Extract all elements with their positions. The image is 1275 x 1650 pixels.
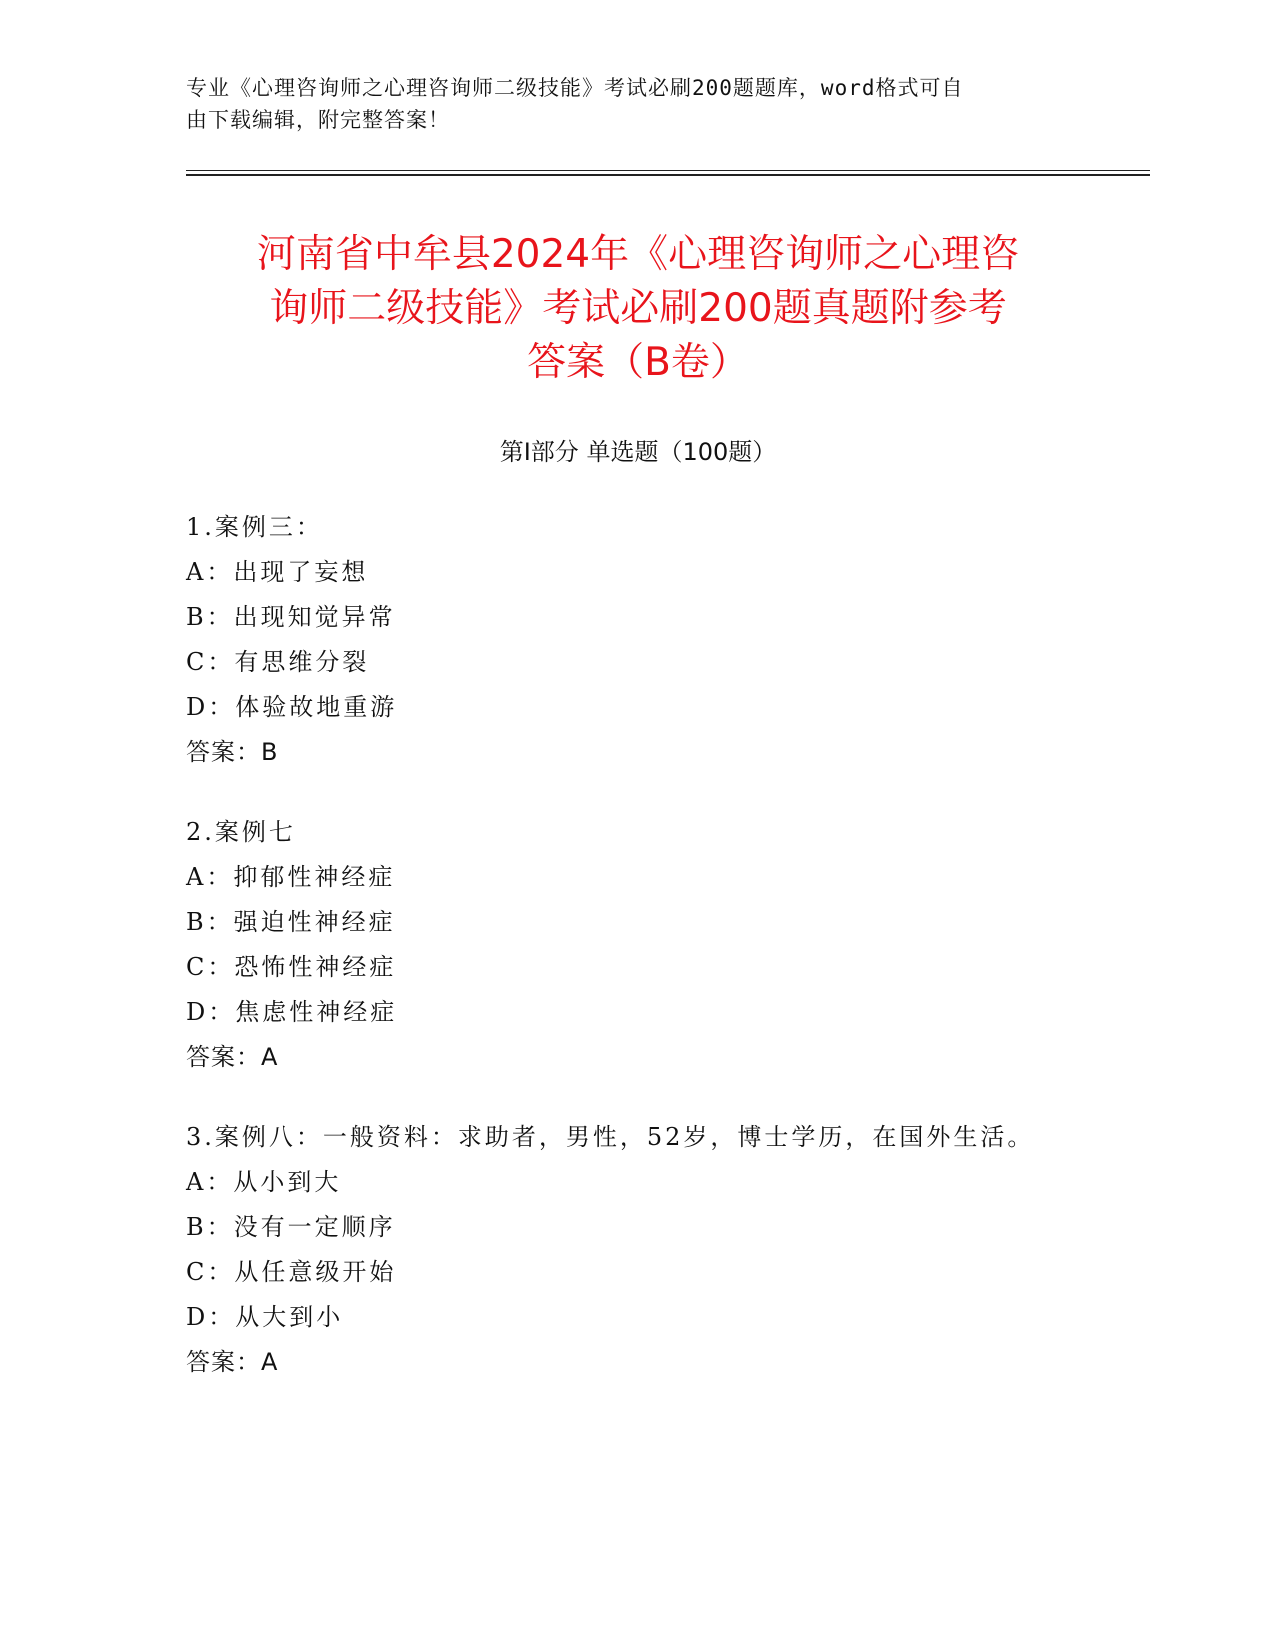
option-d: D：焦虑性神经症 (186, 998, 398, 1026)
option-a: A：出现了妄想 (186, 558, 369, 586)
option-d: D：从大到小 (186, 1303, 344, 1331)
option-b: B：出现知觉异常 (186, 603, 396, 631)
document-title-line-3: 答案（B卷） (527, 340, 749, 385)
answer-label: 答案：A (186, 1043, 279, 1071)
option-b: B：没有一定顺序 (186, 1213, 396, 1241)
option-c: C：有思维分裂 (186, 648, 370, 676)
option-a: A：从小到大 (186, 1168, 342, 1196)
option-a: A：抑郁性神经症 (186, 863, 396, 891)
header-note (186, 72, 1066, 136)
header-divider-thick (186, 174, 1150, 176)
document-title (186, 228, 1090, 390)
question-stem: 2.案例七 (186, 818, 296, 846)
document-title-line-2: 询师二级技能》考试必刷200题真题附参考 (269, 286, 1007, 331)
option-d: D：体验故地重游 (186, 693, 398, 721)
question-1 (186, 505, 1066, 775)
answer-label: 答案：B (186, 738, 279, 766)
question-stem: 1.案例三： (186, 513, 323, 541)
answer-label: 答案：A (186, 1348, 279, 1376)
header-note-line-1: 专业《心理咨询师之心理咨询师二级技能》考试必刷200题题库，word格式可自 (186, 76, 964, 100)
header-note-line-2: 由下载编辑，附完整答案！ (186, 108, 450, 132)
section-title: 第Ⅰ部分 单选题（100题） (499, 438, 777, 466)
question-stem: 3.案例八：一般资料：求助者，男性，52岁，博士学历，在国外生活。 (186, 1123, 1035, 1151)
option-c: C：从任意级开始 (186, 1258, 397, 1286)
option-c: C：恐怖性神经症 (186, 953, 397, 981)
header-divider-thin (186, 170, 1150, 171)
option-b: B：强迫性神经症 (186, 908, 396, 936)
question-3 (186, 1115, 1066, 1385)
question-2 (186, 810, 1066, 1080)
document-title-line-1: 河南省中牟县2024年《心理咨询师之心理咨 (256, 232, 1020, 277)
